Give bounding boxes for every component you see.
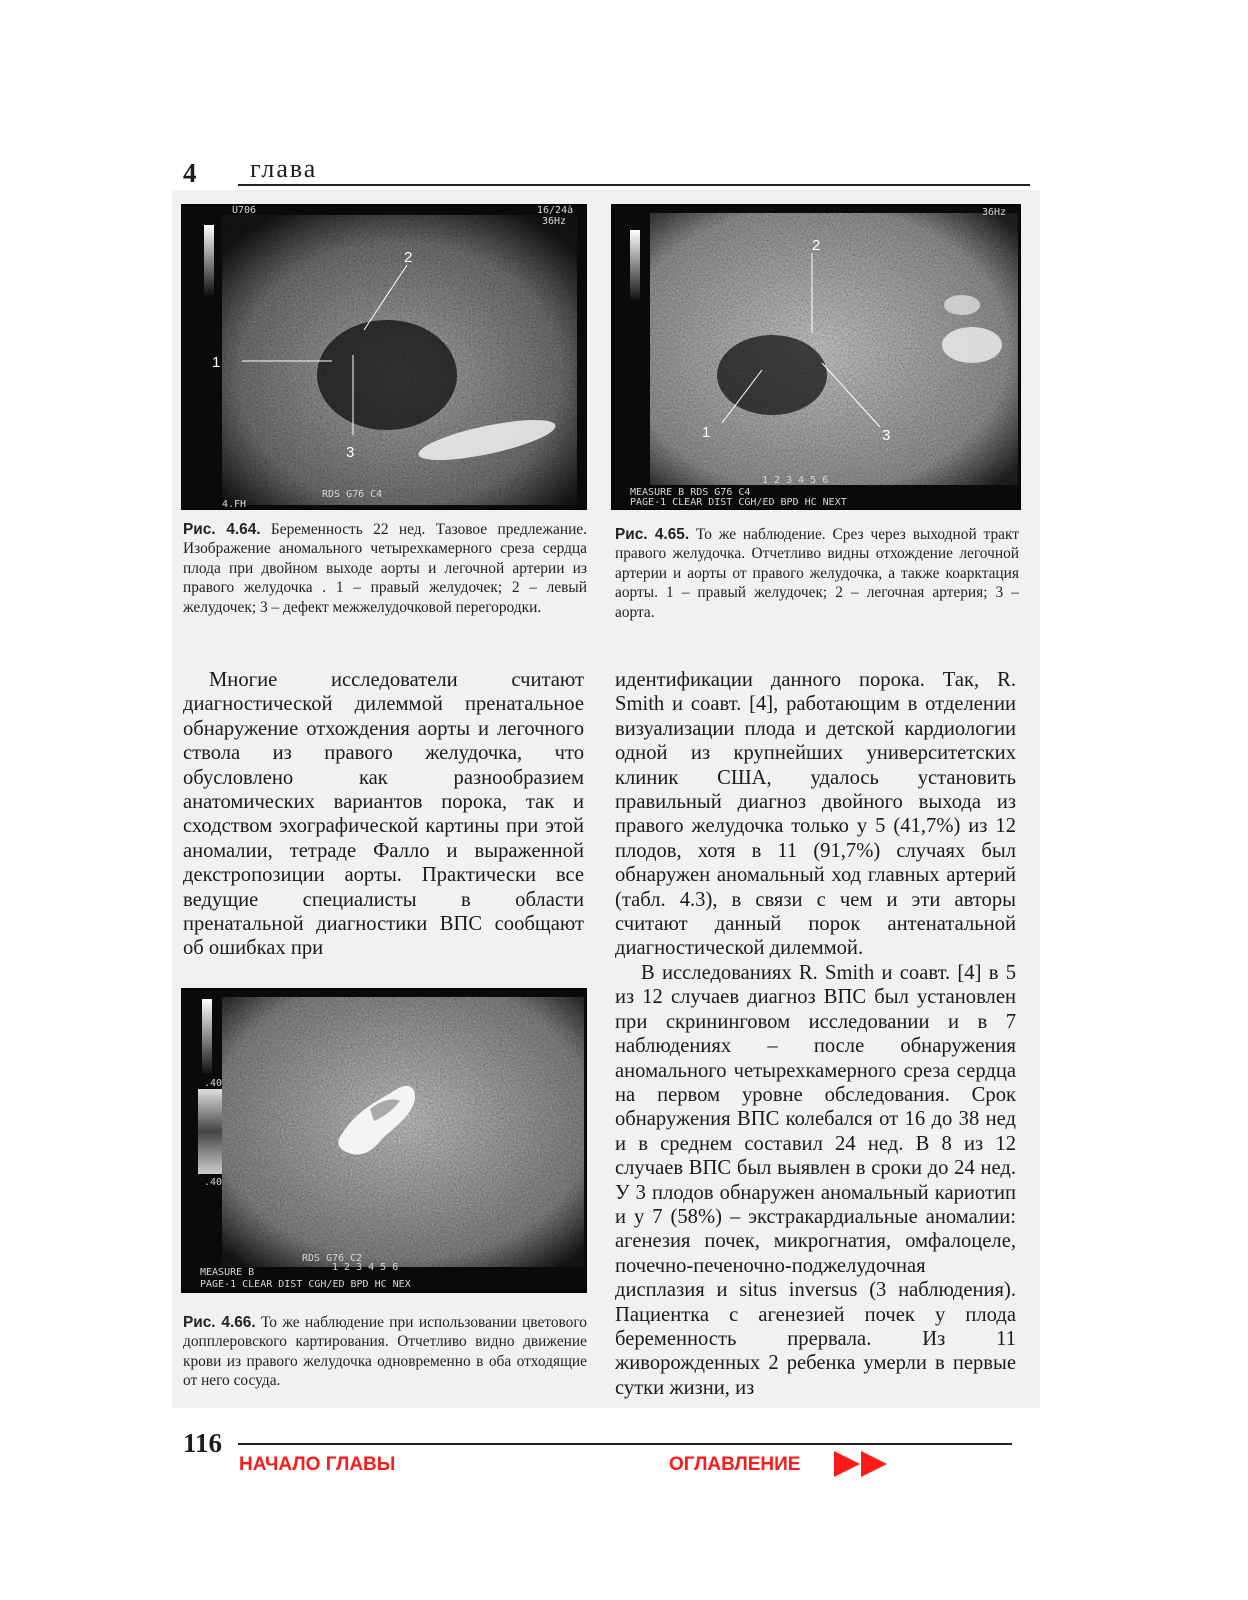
chapter-start-link[interactable]: НАЧАЛО ГЛАВЫ: [239, 1454, 396, 1475]
paragraph: идентификации данного порока. Так, R. Smith и соавт. [4], работающим в отделении визуализации плода и детской кардиологии одной из крупнейших университетских клиник США, удалось установить правильный диагноз двойного выхода из правого желудочка только у 5 (41,7%) из 12 плодов, хотя в 11 (91,7%) случаях был обнаружен аномальный ход главных артерий (табл. 4.3), в связи с чем и эти авторы считают данный порок антенатальной диагностической дилеммой.: [615, 669, 1016, 960]
svg-text:MEASURE B: MEASURE B: [200, 1267, 255, 1278]
marker-2: 2: [404, 249, 413, 266]
chapter-number: 4: [183, 158, 197, 188]
svg-text:PAGE-1 CLEAR DIST CGH/ED: PAGE-1 CLEAR DIST CGH/ED BPD HC NEXT: [630, 497, 847, 508]
svg-text:PAGE-1 CLEAR DIST CGH/ED: PAGE-1 CLEAR DIST CGH/ED BPD HC NEX: [200, 1279, 411, 1290]
paragraph: В исследованиях R. Smith и соавт. [4] в 5 из 12 случаев диагноз ВПС был установлен при скрининговом исследовании и в 7 наблюдениях – после обнаружения аномального четырехкамерного среза сердца на первом уровне обследования. Срок обнаружения ВПС колебался от 16 до 38 нед и в среднем составил 24 нед. В 8 из 12 случаев ВПС был выявлен в сроки до 24 нед. У 3 плодов обнаружен аномальный кариотип и у 7 (58%) – экстракардиальные аномалии: агенезия почек, микрогнатия, омфалоцеле, почечно-печеночно-поджелудочная дисплазия и situs inversus (3 наблюдения). Пациентка с агенезией почек у плода беременность прервала. Из 11 живорожденных 2 ребенка умерли в первые сутки жизни, из: [615, 961, 1016, 1399]
ultrasound-image-fig-4-66: [181, 988, 587, 1293]
svg-text:4.FH: 4.FH: [222, 499, 247, 509]
body-right-column: [615, 668, 1016, 1400]
svg-text:1 2 3 4 5 6: 1 2 3 4 5 6: [332, 1262, 399, 1273]
caption-label: Рис. 4.66.: [183, 1314, 256, 1331]
svg-text:MEASURE B RDS G76 C4: MEASURE B RDS G76 C4: [630, 487, 751, 498]
header-rule: [238, 184, 1030, 186]
paragraph: Многие исследователи считают диагностической дилеммой пренатальное обнаружение отхождения аорты и легочного ствола из правого желудочка, что обусловлено как разнообразием анатомических вариантов порока, так и сходством эхографической картины при этой аномалии, тетраде Фалло и выраженной декстропозиции аорты. Практически все ведущие специалисты в области пренатальной диагностики ВПС сообщают об ошибках при: [183, 669, 584, 960]
caption-text: Беременность 22 нед. Тазовое предлежание. Изображение аномального четырехкамерного среза сердца плода при двойном выходе аорты и легочной артерии из правого желудочка . 1 – правый желудочек; 2 – левый желудочек; 3 – дефект межжелудочковой перегородки.: [183, 521, 587, 616]
double-triangle-right-icon[interactable]: [834, 1449, 890, 1484]
svg-text:16/24à: 16/24à: [537, 205, 574, 216]
svg-text:36Hz: 36Hz: [982, 207, 1007, 218]
caption-fig-4-66: [183, 1313, 587, 1391]
svg-text:.40: .40: [204, 1177, 223, 1188]
marker-1: 1: [212, 354, 221, 371]
caption-label: Рис. 4.65.: [615, 526, 690, 543]
footer-rule: [238, 1443, 1012, 1445]
caption-text: То же наблюдение при использовании цветового допплеровского картирования. Отчетливо видно движение крови из правого желудочка одновременно в оба отходящие от него сосуда.: [183, 1314, 587, 1390]
svg-text:RDS G76 C4: RDS G76 C4: [322, 489, 383, 500]
chapter-label: глава: [250, 154, 318, 183]
svg-text:RDS G76 C2: RDS G76 C2: [302, 1253, 363, 1264]
marker-1: 1: [702, 424, 711, 441]
caption-fig-4-64: [183, 520, 587, 617]
caption-fig-4-65: [615, 525, 1019, 622]
ultrasound-image-fig-4-65: [611, 204, 1021, 510]
svg-text:U706: U706: [232, 205, 257, 216]
caption-label: Рис. 4.64.: [183, 521, 261, 538]
ultrasound-image-fig-4-64: [181, 204, 587, 510]
body-left-column: [183, 668, 584, 961]
page-number: 116: [183, 1428, 223, 1458]
marker-2: 2: [812, 237, 821, 254]
svg-text:1 2 3 4 5 6: 1 2 3 4 5 6: [762, 475, 829, 486]
caption-text: То же наблюдение. Срез через выходной тракт правого желудочка. Отчетливо видны отхождение легочной артерии и аорты от правого желудочка, а также коарктация аорты. 1 – правый желудочек; 2 – легочная артерия; 3 – аорта.: [615, 526, 1019, 621]
table-of-contents-link[interactable]: ОГЛАВЛЕНИЕ: [669, 1454, 801, 1475]
svg-text:36Hz: 36Hz: [542, 216, 567, 227]
svg-text:.40: .40: [204, 1078, 223, 1089]
marker-3: 3: [882, 427, 891, 444]
marker-3: 3: [346, 444, 355, 461]
